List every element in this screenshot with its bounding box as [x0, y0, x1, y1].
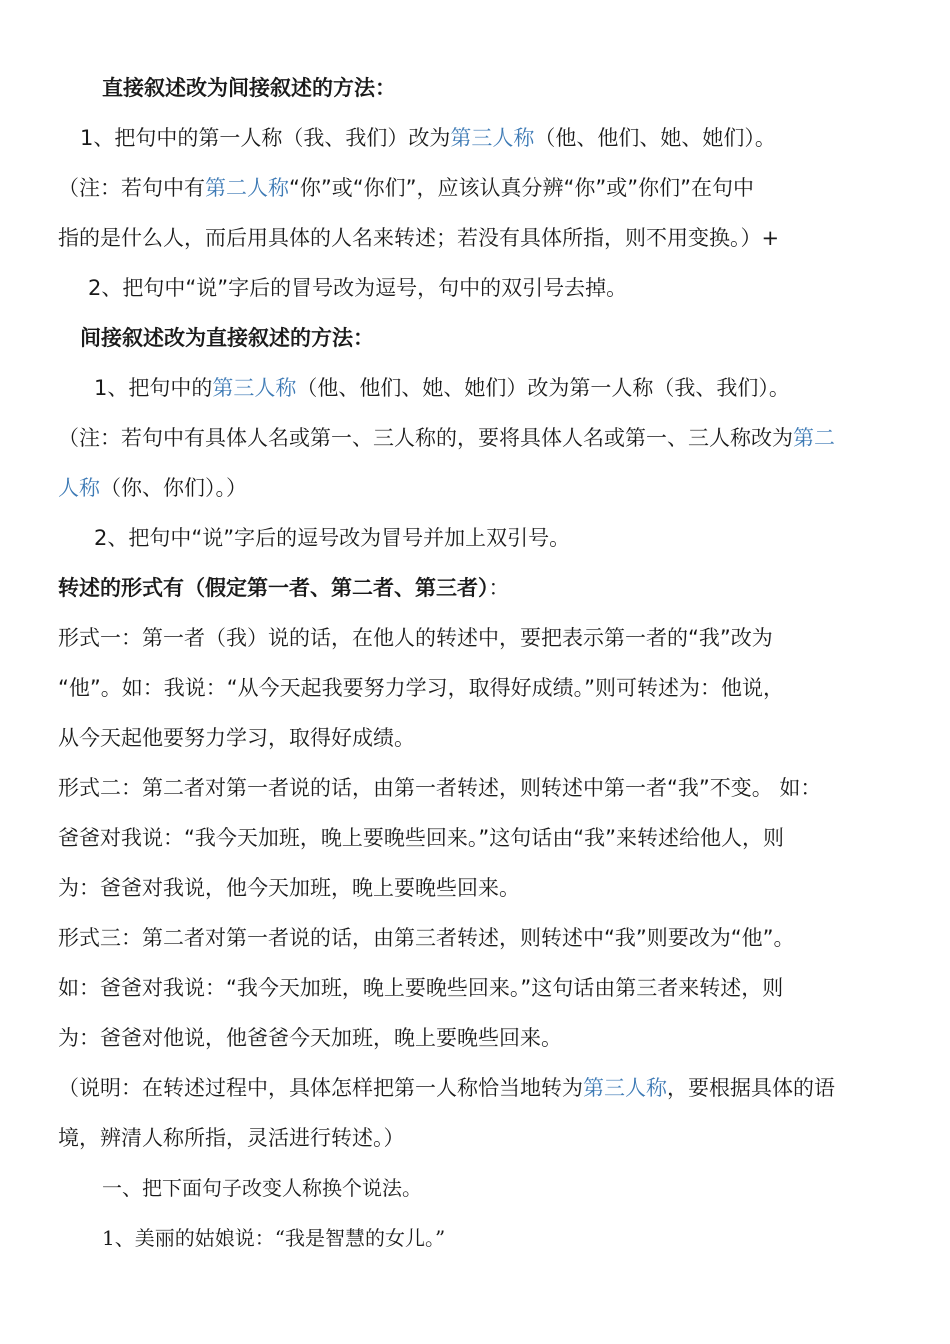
form-2-line-1: 形式二：第二者对第一者说的话，由第一者转述，则转述中第一者“我”不变。 如：: [58, 776, 822, 800]
form-2-line-3: 为：爸爸对我说，他今天加班，晚上要晚些回来。: [58, 876, 520, 900]
term-third-person: 第三人称: [450, 126, 535, 150]
form-3-line-2: 如：爸爸对我说：“我今天加班，晚上要晚些回来。”这句话由第三者来转述，则: [58, 976, 784, 1000]
term-second-person-part2: 人称: [58, 476, 100, 500]
form-3-line-1: 形式三：第二者对第一者说的话，由第三者转述，则转述中“我”则要改为“他”。: [58, 926, 795, 950]
exercise-item-1: 1、美丽的姑娘说：“我是智慧的女儿。”: [102, 1226, 446, 1250]
direct-rule-2: 2、把句中“说”字后的冒号改为逗号，句中的双引号去掉。: [88, 276, 628, 300]
indirect-note-line-1: （注：若句中有具体人名或第一、三人称的，要将具体人名或第一、三人称改为第二: [58, 426, 835, 450]
direct-note-line-1: （注：若句中有第二人称“你”或“你们”，应该认真分辨“你”或”你们”在句中: [58, 176, 755, 200]
indirect-note-line-2: 人称（你、你们）。）: [58, 476, 247, 500]
form-3-line-3: 为：爸爸对他说，他爸爸今天加班，晚上要晚些回来。: [58, 1026, 562, 1050]
term-second-person: 第二人称: [205, 176, 289, 200]
term-third-person: 第三人称: [212, 376, 297, 400]
direct-note-line-2: 指的是什么人，而后用具体的人名来转述；若没有具体所指，则不用变换。）+: [58, 226, 780, 250]
forms-heading: 转述的形式有（假定第一者、第二者、第三者）：: [58, 576, 510, 600]
form-1-line-1: 形式一：第一者（我）说的话，在他人的转述中，要把表示第一者的“我”改为: [58, 626, 773, 650]
form-1-line-3: 从今天起他要努力学习，取得好成绩。: [58, 726, 415, 750]
term-second-person-part1: 第二: [793, 426, 835, 450]
heading-indirect-to-direct: 间接叙述改为直接叙述的方法：: [80, 326, 374, 350]
exercise-title: 一、把下面句子改变人称换个说法。: [102, 1176, 422, 1200]
explanation-line-2: 境，辨清人称所指，灵活进行转述。）: [58, 1126, 405, 1150]
heading-direct-to-indirect: 直接叙述改为间接叙述的方法：: [102, 76, 396, 100]
explanation-line-1: （说明：在转述过程中，具体怎样把第一人称恰当地转为第三人称，要根据具体的语: [58, 1076, 835, 1100]
direct-rule-1: 1、把句中的第一人称（我、我们）改为第三人称（他、他们、她、她们）。: [80, 126, 776, 150]
form-1-line-2: “他”。如：我说：“从今天起我要努力学习，取得好成绩。”则可转述为：他说，: [58, 676, 785, 700]
term-third-person: 第三人称: [583, 1076, 667, 1100]
indirect-rule-1: 1、把句中的第三人称（他、他们、她、她们）改为第一人称（我、我们）。: [94, 376, 790, 400]
form-2-line-2: 爸爸对我说：“我今天加班，晚上要晚些回来。”这句话由“我”来转述给他人，则: [58, 826, 785, 850]
indirect-rule-2: 2、把句中“说”字后的逗号改为冒号并加上双引号。: [94, 526, 571, 550]
